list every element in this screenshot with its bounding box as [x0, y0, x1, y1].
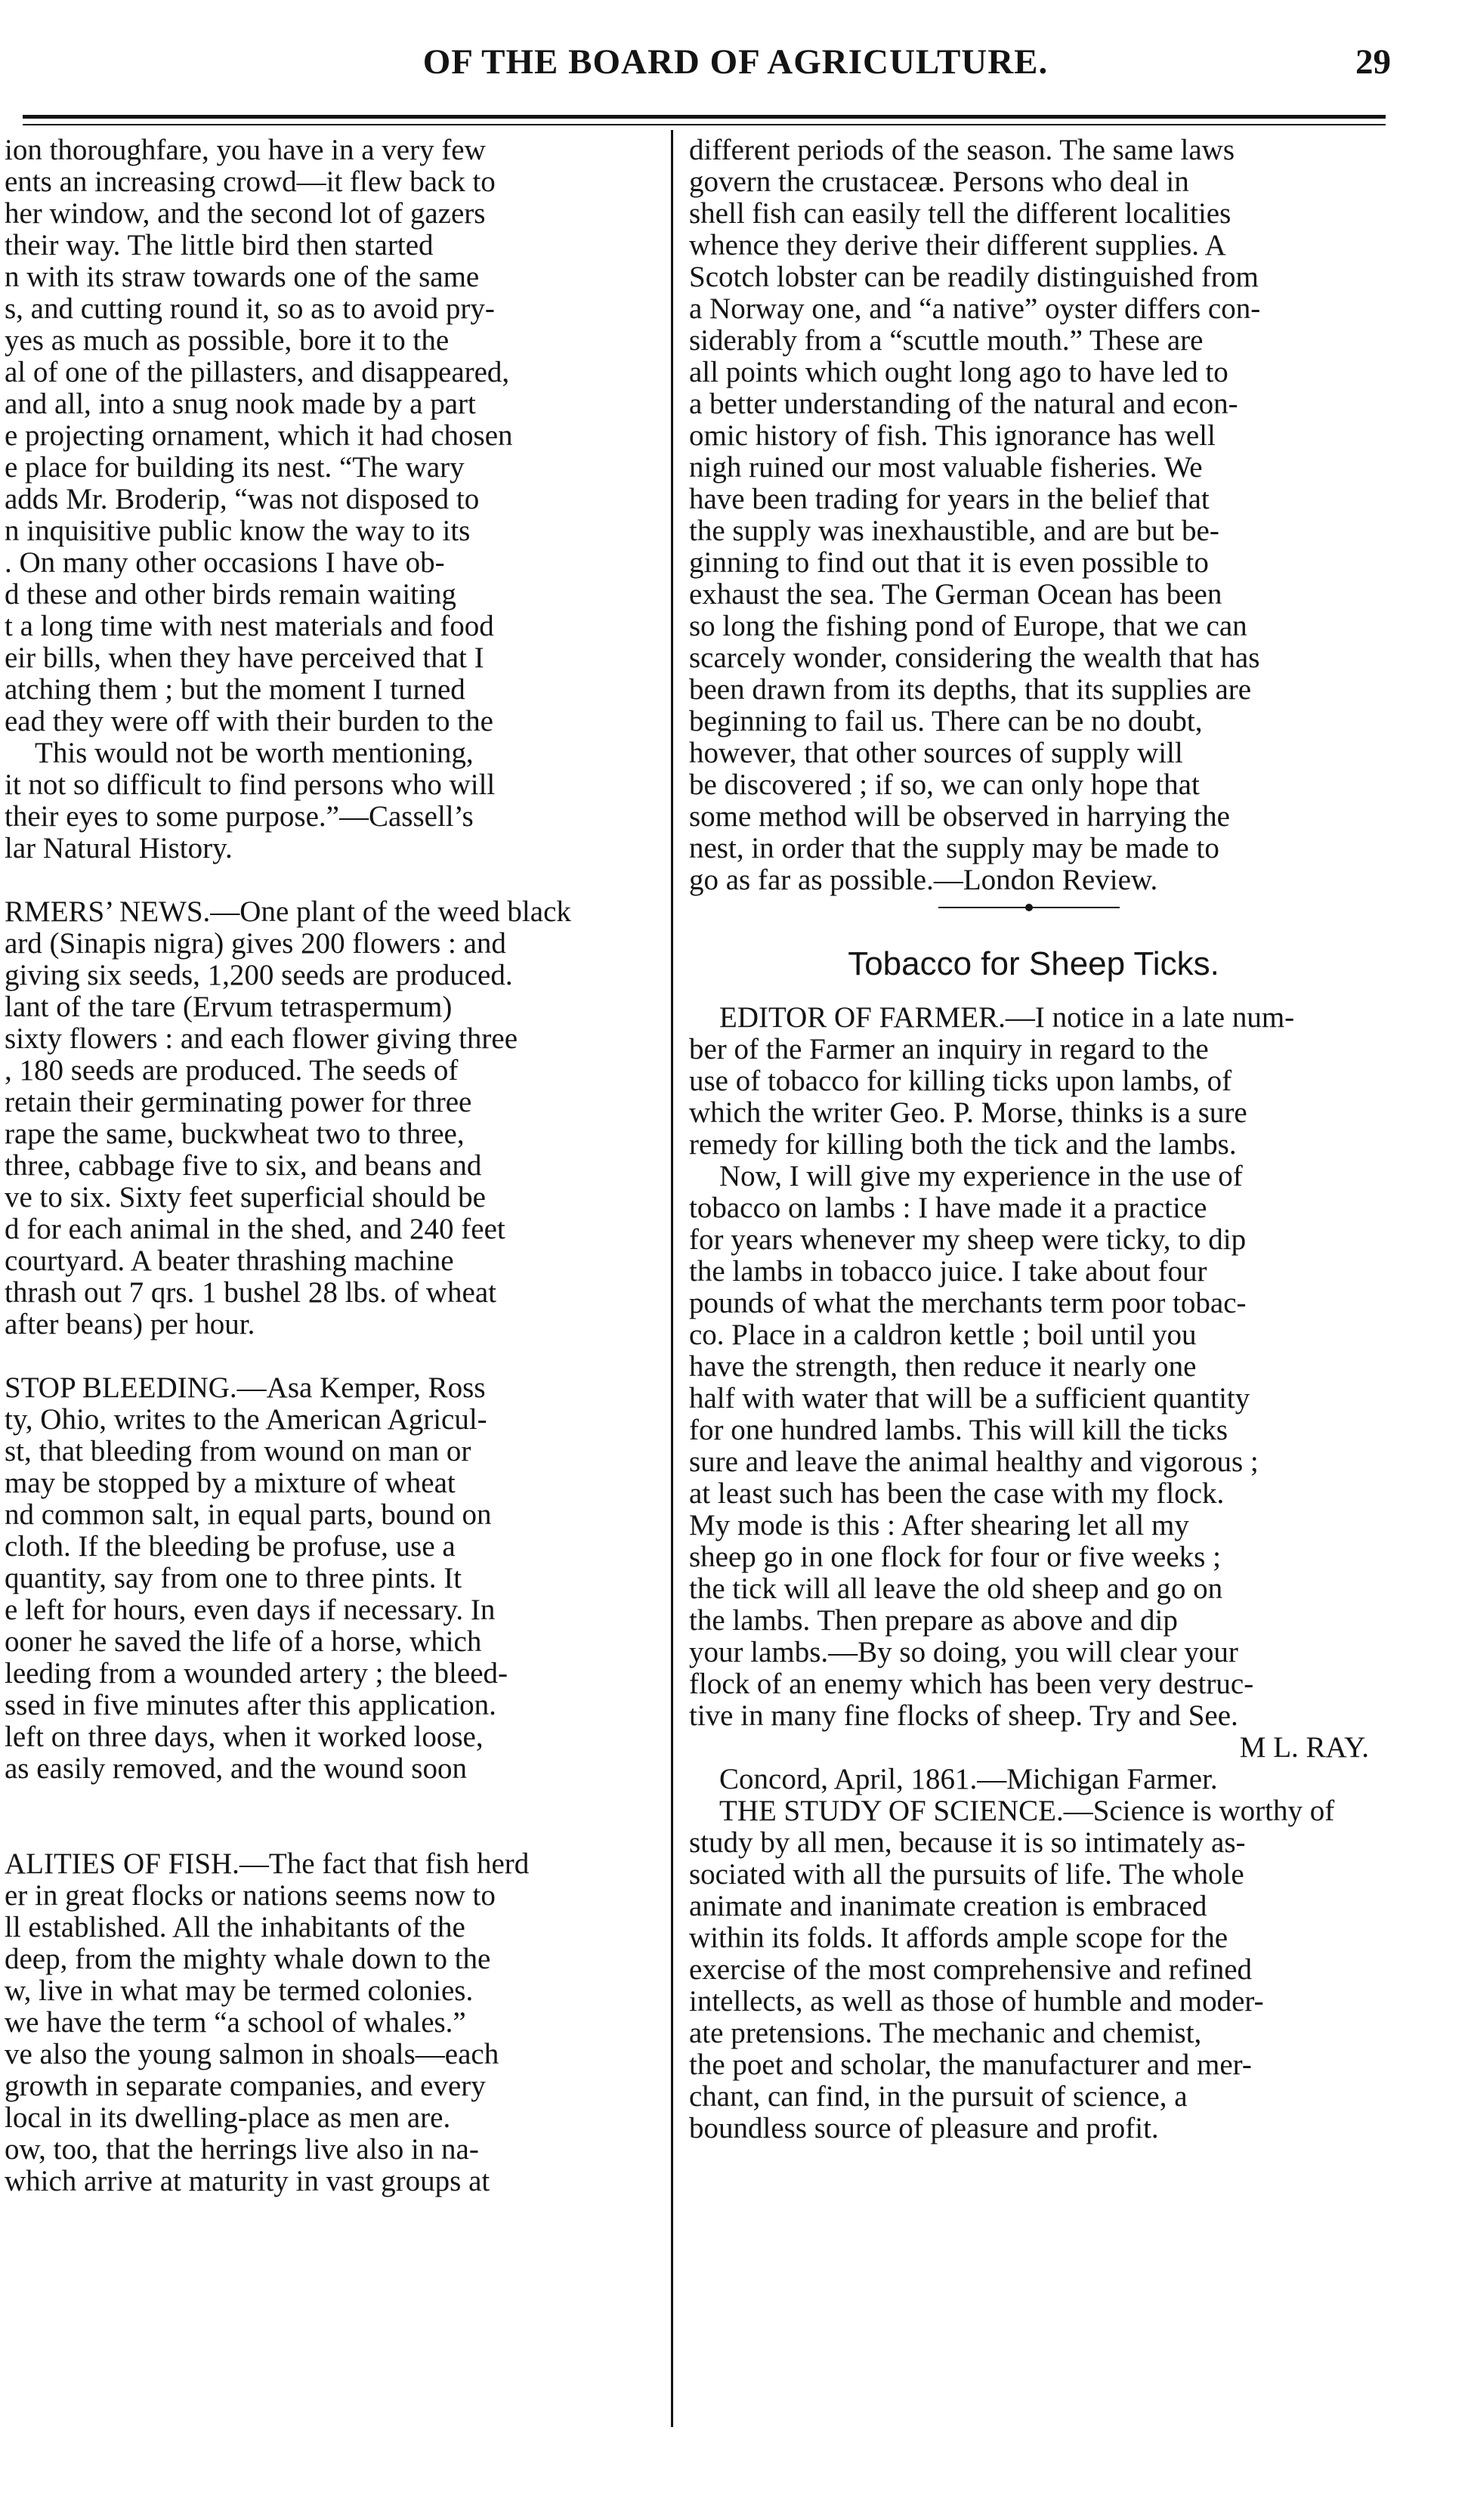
text-line: may be stopped by a mixture of wheat — [5, 1467, 456, 1499]
header-rule-thin — [23, 124, 1386, 125]
text-line: pounds of what the merchants term poor tobac- — [689, 1288, 1247, 1319]
article-crustacea — [689, 135, 1378, 896]
text-line: growth in separate companies, and every — [5, 2070, 486, 2102]
text-line: shell fish can easily tell the different localities — [689, 198, 1231, 230]
text-line: ve to six. Sixty feet superficial should be — [5, 1182, 486, 1214]
text-line: , 180 seeds are produced. The seeds of — [5, 1055, 459, 1087]
text-line: ate pretensions. The mechanic and chemist, — [689, 2018, 1202, 2049]
text-line: RMERS’ NEWS.—One plant of the weed black — [5, 896, 571, 928]
text-line: e left for hours, even days if necessary. In — [5, 1594, 496, 1626]
text-line: ber of the Farmer an inquiry in regard to the — [689, 1034, 1209, 1065]
text-line: STOP BLEEDING.—Asa Kemper, Ross — [5, 1372, 486, 1404]
text-line: s, and cutting round it, so as to avoid pry- — [5, 293, 495, 325]
text-line: the tick will all leave the old sheep and go on — [689, 1573, 1223, 1605]
text-line: animate and inanimate creation is embraced — [689, 1891, 1207, 1922]
spacer — [5, 1817, 660, 1848]
text-line: the supply was inexhaustible, and are but be- — [689, 515, 1219, 547]
text-line: al of one of the pillasters, and disappeared, — [5, 357, 510, 388]
article-stop-bleeding — [5, 1372, 660, 1785]
column-divider — [671, 130, 673, 2427]
text-line: tive in many fine flocks of sheep. Try and See. — [689, 1700, 1238, 1732]
text-line: as easily removed, and the wound soon — [5, 1753, 467, 1785]
text-line: at least such has been the case with my flock. — [689, 1478, 1225, 1510]
text-line: adds Mr. Broderip, “was not disposed to — [5, 484, 480, 515]
text-line: ard (Sinapis nigra) gives 200 flowers : and — [5, 928, 506, 960]
text-line: ents an increasing crowd—it flew back to — [5, 166, 496, 198]
header-rule-thick — [23, 115, 1386, 119]
text-line: use of tobacco for killing ticks upon lambs, of — [689, 1065, 1232, 1097]
right-column — [689, 135, 1378, 2144]
text-line: sociated with all the pursuits of life. The whole — [689, 1859, 1244, 1891]
text-line: ssed in five minutes after this application. — [5, 1690, 496, 1721]
text-line: chant, can find, in the pursuit of science, a — [689, 2081, 1188, 2113]
article-qualities-of-fish — [5, 1848, 660, 2197]
text-line: . On many other occasions I have ob- — [5, 547, 445, 579]
text-line: your lambs.—By so doing, you will clear your — [689, 1637, 1238, 1668]
text-line: t a long time with nest materials and food — [5, 611, 494, 642]
text-line: different periods of the season. The same laws — [689, 135, 1235, 166]
text-line: for years whenever my sheep were ticky, to dip — [689, 1224, 1247, 1256]
text-line: ooner he saved the life of a horse, which — [5, 1626, 482, 1658]
text-line: left on three days, when it worked loose, — [5, 1721, 484, 1753]
text-line: nigh ruined our most valuable fisheries. We — [689, 452, 1203, 484]
text-line: have the strength, then reduce it nearly one — [689, 1351, 1197, 1383]
text-line: exhaust the sea. The German Ocean has been — [689, 579, 1222, 611]
text-line: exercise of the most comprehensive and refined — [689, 1954, 1253, 1986]
text-line: rape the same, buckwheat two to three, — [5, 1118, 465, 1150]
text-line: sheep go in one flock for four or five weeks ; — [689, 1541, 1221, 1573]
left-column — [5, 135, 660, 2197]
text-line: whence they derive their different supplies. A — [689, 230, 1226, 261]
text-line: we have the term “a school of whales.” — [5, 2007, 466, 2039]
text-line: been drawn from its depths, that its supplies are — [689, 674, 1252, 706]
running-title: OF THE BOARD OF AGRICULTURE. — [422, 42, 1049, 82]
text-line: d these and other birds remain waiting — [5, 579, 456, 611]
section-heading: Tobacco for Sheep Ticks. — [848, 945, 1219, 982]
text-line: thrash out 7 qrs. 1 bushel 28 lbs. of wheat — [5, 1277, 497, 1309]
spacer — [5, 1340, 660, 1372]
text-line: This would not be worth mentioning, — [35, 737, 474, 769]
article-farmers-news — [5, 896, 660, 1340]
text-line: her window, and the second lot of gazers — [5, 198, 486, 230]
text-line: after beans) per hour. — [5, 1309, 255, 1340]
text-line: nest, in order that the supply may be made to — [689, 833, 1219, 864]
text-line: ion thoroughfare, you have in a very few — [5, 135, 486, 166]
spacer — [5, 1785, 660, 1817]
text-line: omic history of fish. This ignorance has well — [689, 420, 1216, 452]
text-line: e place for building its nest. “The wary — [5, 452, 465, 484]
text-line: ginning to find out that it is even possible to — [689, 547, 1209, 579]
text-line: sixty flowers : and each flower giving three — [5, 1023, 518, 1055]
article-tobacco-sheep-ticks — [689, 1002, 1378, 1795]
text-line: all points which ought long ago to have led to — [689, 357, 1228, 388]
text-line: er in great flocks or nations seems now to — [5, 1880, 496, 1912]
text-line: ll established. All the inhabitants of the — [5, 1912, 465, 1943]
text-line: within its folds. It affords ample scope for the — [689, 1922, 1228, 1954]
text-line: EDITOR OF FARMER.—I notice in a late num- — [719, 1002, 1295, 1034]
article-bird-nest — [5, 135, 660, 864]
text-line: a Norway one, and “a native” oyster differs con- — [689, 293, 1261, 325]
article-study-of-science — [689, 1795, 1378, 2144]
text-line: for one hundred lambs. This will kill the ticks — [689, 1415, 1228, 1446]
text-line: the lambs. Then prepare as above and dip — [689, 1605, 1178, 1637]
text-line: n inquisitive public know the way to its — [5, 515, 471, 547]
text-line: st, that bleeding from wound on man or — [5, 1436, 471, 1467]
text-line: their way. The little bird then started — [5, 230, 434, 261]
separator-dot — [1025, 904, 1033, 911]
text-line: My mode is this : After shearing let all my — [689, 1510, 1189, 1541]
text-line: the poet and scholar, the manufacturer and mer- — [689, 2049, 1252, 2081]
text-line: ALITIES OF FISH.—The fact that fish herd — [5, 1848, 530, 1880]
text-line: courtyard. A beater thrashing machine — [5, 1245, 454, 1277]
text-line: ty, Ohio, writes to the American Agricul- — [5, 1404, 487, 1436]
text-line: some method will be observed in harrying the — [689, 801, 1230, 833]
page-number: 29 — [1355, 42, 1391, 82]
text-line: scarcely wonder, considering the wealth that has — [689, 642, 1260, 674]
text-line: Scotch lobster can be readily distinguished from — [689, 261, 1259, 293]
text-line: intellects, as well as those of humble and moder- — [689, 1986, 1264, 2018]
text-line: go as far as possible.—London Review. — [689, 864, 1158, 896]
text-line: siderably from a “scuttle mouth.” These are — [689, 325, 1204, 357]
text-line: and all, into a snug nook made by a part — [5, 388, 476, 420]
text-line: nd common salt, in equal parts, bound on — [5, 1499, 492, 1531]
spacer — [5, 864, 660, 896]
text-line: THE STUDY OF SCIENCE.—Science is worthy of — [719, 1795, 1335, 1827]
text-line: atching them ; but the moment I turned — [5, 674, 465, 706]
text-line: the lambs in tobacco juice. I take about four — [689, 1256, 1207, 1288]
text-line: govern the crustaceæ. Persons who deal in — [689, 166, 1189, 198]
text-line: boundless source of pleasure and profit. — [689, 2113, 1159, 2144]
dateline: Concord, April, 1861.—Michigan Farmer. — [719, 1763, 1218, 1795]
text-line: ve also the young salmon in shoals—each — [5, 2039, 499, 2070]
text-line: be discovered ; if so, we can only hope that — [689, 769, 1200, 801]
text-line: ead they were off with their burden to the — [5, 706, 493, 737]
text-line: however, that other sources of supply will — [689, 737, 1183, 769]
text-line: co. Place in a caldron kettle ; boil until you — [689, 1319, 1197, 1351]
text-line: three, cabbage five to six, and beans and — [5, 1150, 482, 1182]
text-line: beginning to fail us. There can be no doubt, — [689, 706, 1203, 737]
text-line: cloth. If the bleeding be profuse, use a — [5, 1531, 456, 1563]
ornamental-separator — [689, 896, 1378, 913]
text-line: retain their germinating power for three — [5, 1087, 472, 1118]
text-line: their eyes to some purpose.”—Cassell’s — [5, 801, 474, 833]
text-line: leeding from a wounded artery ; the bleed- — [5, 1658, 508, 1690]
text-line: deep, from the mighty whale down to the — [5, 1943, 491, 1975]
text-line: lar Natural History. — [5, 833, 233, 864]
text-line: tobacco on lambs : I have made it a practice — [689, 1192, 1207, 1224]
text-line: it not so difficult to find persons who will — [5, 769, 496, 801]
text-line: sure and leave the animal healthy and vigorous ; — [689, 1446, 1259, 1478]
text-line: lant of the tare (Ervum tetraspermum) — [5, 991, 453, 1023]
text-line: yes as much as possible, bore it to the — [5, 325, 450, 357]
text-line: quantity, say from one to three pints. It — [5, 1563, 462, 1594]
text-line: giving six seeds, 1,200 seeds are produced. — [5, 960, 513, 991]
text-line: w, live in what may be termed colonies. — [5, 1975, 474, 2007]
text-line: eir bills, when they have perceived that I — [5, 642, 484, 674]
text-line: a better understanding of the natural and econ- — [689, 388, 1238, 420]
text-line: ow, too, that the herrings live also in na- — [5, 2134, 479, 2166]
text-line: remedy for killing both the tick and the lambs. — [689, 1129, 1237, 1161]
text-line: n with its straw towards one of the same — [5, 261, 480, 293]
text-line: study by all men, because it is so intimately as- — [689, 1827, 1246, 1859]
running-head — [0, 39, 1471, 100]
text-line: have been trading for years in the belief that — [689, 484, 1210, 515]
text-line: which arrive at maturity in vast groups at — [5, 2166, 490, 2197]
text-line: e projecting ornament, which it had chosen — [5, 420, 513, 452]
text-line: d for each animal in the shed, and 240 feet — [5, 1214, 505, 1245]
text-line: which the writer Geo. P. Morse, thinks is a sure — [689, 1097, 1247, 1129]
text-line: local in its dwelling-place as men are. — [5, 2102, 451, 2134]
signature: M L. RAY. — [1239, 1731, 1369, 1764]
text-line: flock of an enemy which has been very destruc- — [689, 1668, 1254, 1700]
text-line: half with water that will be a sufficient quantity — [689, 1383, 1250, 1415]
text-line: Now, I will give my experience in the use of — [719, 1161, 1243, 1192]
text-line: so long the fishing pond of Europe, that we can — [689, 611, 1247, 642]
